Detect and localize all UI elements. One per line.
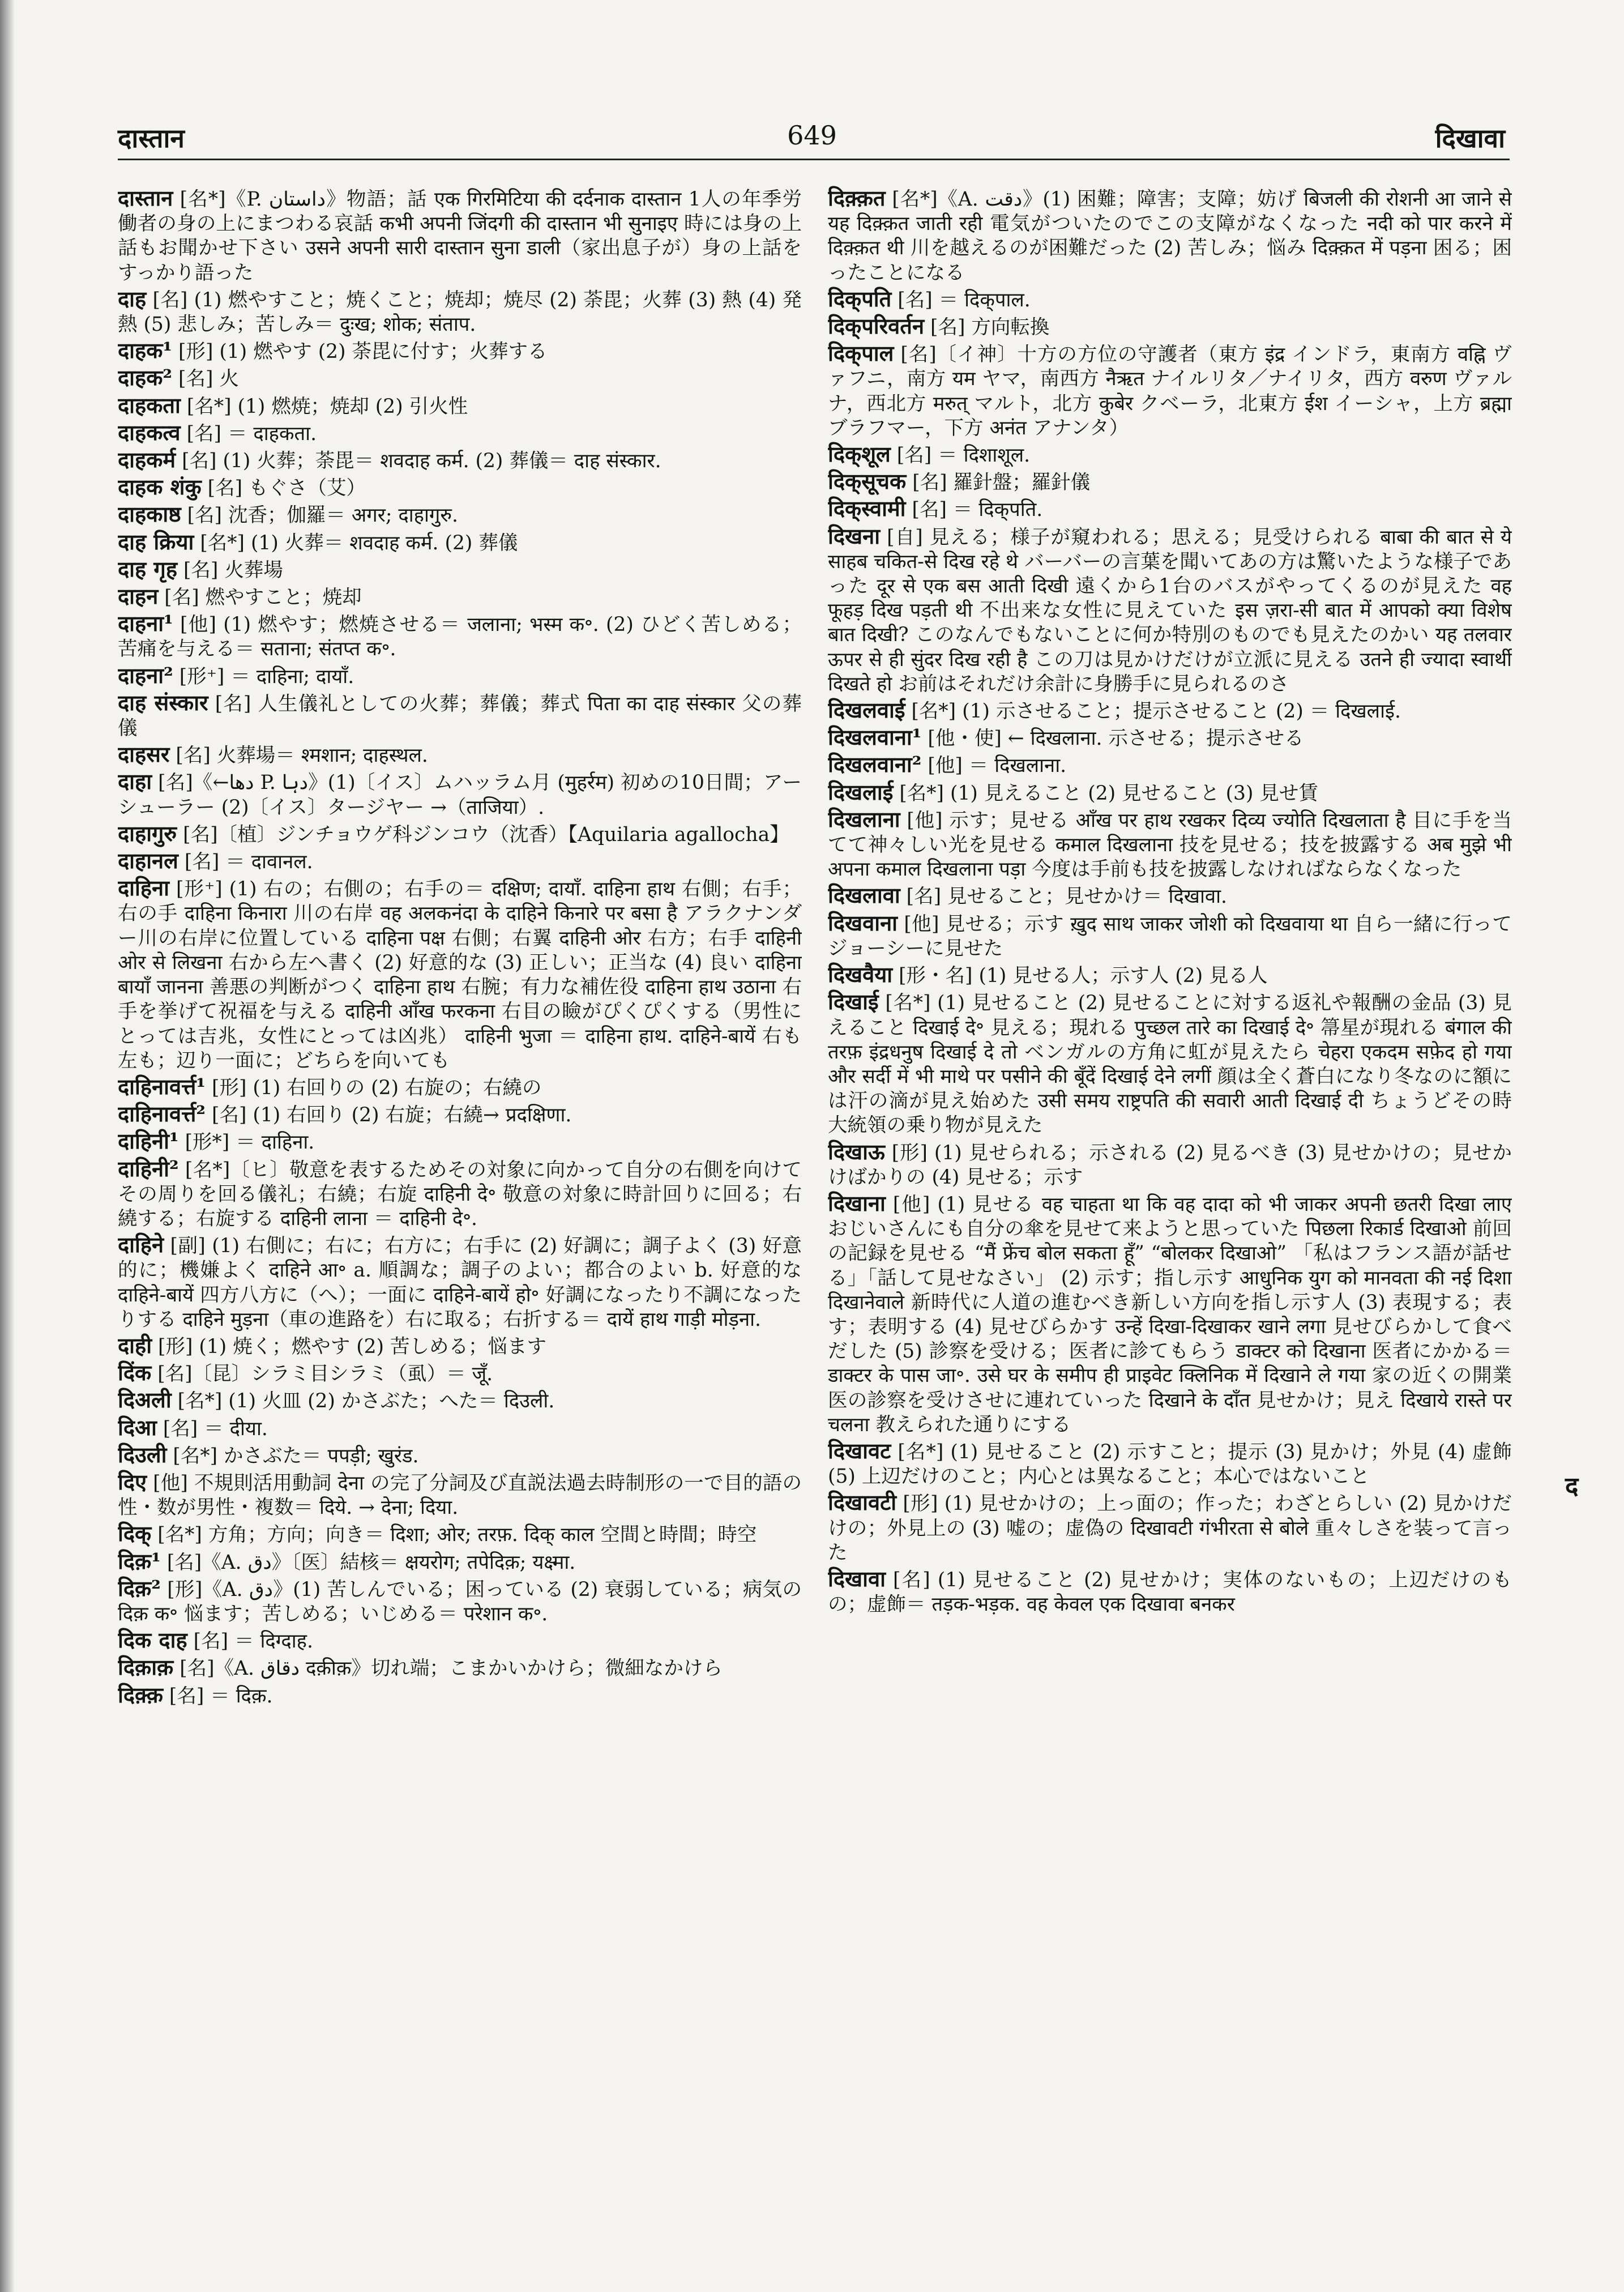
definition: [形⁺] (1) 右の；右側の；右手の＝ दक्षिण; दायाँ. दाहिना हाथ 右側；右手；右の手 दाहिना किनारा 川の右岸 वह अलकनंदा के दाहिने किनारे पर बसा है アラクナンダー川の右岸に位置している दाहिना पक्ष 右側；右翼 दाहिनी ओर 右方；右手 दाहिनी ओर से लिखना 右から左へ書く (2) 好意的な (3) 正しい；正当な (4) 良い दाहिना बायाँ जानना 善悪の判断がつく दाहिना हाथ 右腕；有力な補佐役 दाहिना हाथ उठाना 右手を挙げて祝福を与える दाहिनी आँख फरकना 右目の瞼がぴくぴくする（男性にとっては吉兆，女性にとっては凶兆） दाहिनी भुजा ＝ दाहिना हाथ. दाहिने-बायें 右も左も；辺り一面に；どちらを向いても (118, 878, 802, 1072)
dictionary-entry (118, 1470, 802, 1520)
dictionary-entry (828, 524, 1512, 697)
dictionary-entry (118, 1360, 802, 1386)
dictionary-entry (828, 287, 1512, 313)
dictionary-entry (828, 1439, 1512, 1489)
definition: [他] ＝ दिखलाना. (928, 754, 1067, 778)
dictionary-entry (118, 186, 802, 285)
headword: दाहिनी² (118, 1155, 179, 1181)
headword: दाहन (118, 583, 159, 609)
definition: [名*] (1) 見えること (2) 見せること (3) 見せ賃 (899, 782, 1318, 805)
headword: दाहकाष्ठ (118, 501, 181, 527)
headword: दिखलवाई (828, 697, 905, 723)
dictionary-entry (118, 1576, 802, 1627)
definition: [名]〔昆〕シラミ目シラミ（虱）＝ जूँ. (157, 1363, 493, 1386)
definition: [名]〔植〕ジンチョウゲ科ジンコウ（沈香）【Aquilaria agallocha】 (183, 823, 789, 846)
headword: दिक्‌पाल (828, 340, 894, 366)
headword: दिक़¹ (118, 1548, 161, 1574)
headword: दिखाऊ (828, 1138, 885, 1164)
definition: [形] (1) 焼く；燃やす (2) 苦しめる；悩ます (158, 1335, 547, 1358)
headword: दिखलाई (828, 779, 894, 805)
dictionary-entry (118, 1628, 802, 1654)
definition: [他] (1) 燃やす；燃焼させる＝ जलाना; भस्म क॰. (2) ひどく苦しめる；苦痛を与える＝ सताना; संतप्त क॰. (118, 613, 802, 661)
definition: [名] ＝ दिक्‌पाल. (898, 288, 1031, 311)
definition: [名] 火葬場＝ श्मशान; दाहस्थल. (176, 744, 428, 767)
dictionary-entry (118, 1333, 802, 1359)
definition: [名] (1) 燃やすこと；焼くこと；焼却；焼尽 (2) 荼毘；火葬 (3) 熱 (4) 発熱 (5) 悲しみ；苦しみ＝ दुःख; शोक; संताप. (118, 288, 802, 336)
headword: दिखलावा (828, 882, 900, 908)
definition: [名*] かさぶた＝ पपड़ी; खुरंड. (173, 1444, 419, 1467)
definition: [名] ＝ दिशाशूल. (896, 444, 1031, 467)
dictionary-entry (118, 1102, 802, 1128)
dictionary-entry (118, 1388, 802, 1414)
dictionary-entry (118, 1074, 802, 1100)
headword: दिक़्क़त (828, 186, 886, 211)
headword: दाहिने (118, 1232, 164, 1258)
dictionary-entry (118, 447, 802, 473)
definition: [名*] 方角；方向；向き＝ दिशा; ओर; तरफ़. दिक् काल 空間と時間；時空 (157, 1523, 757, 1547)
headword: दिखावट (828, 1437, 891, 1463)
dictionary-entry (828, 496, 1512, 522)
definition: [形*] ＝ दाहिना. (185, 1131, 315, 1154)
headword: दास्तान (118, 186, 173, 211)
dictionary-entry (828, 911, 1512, 961)
dictionary-entry (118, 1156, 802, 1232)
dictionary-entry (828, 752, 1512, 778)
header-rule (118, 159, 1510, 160)
dictionary-entry (118, 338, 802, 364)
definition: [名*] (1) 火皿 (2) かさぶた；へた＝ दिउली. (177, 1390, 555, 1413)
definition: [副] (1) 右側に；右に；右方に；右手に (2) 好調に；調子よく (3) 好意的に；機嫌よく दाहिने आ॰ a. 順調な；調子のよい；都合のよい b. 好意的な दाहिने-बायें 四方八方に（へ）；一面に दाहिने-बायें हो॰ 好調になったり不調になったりする दाहिने मुड़ना（車の進路を）右に取る；右折する＝ दायें हाथ गाड़ी मोड़ना. (118, 1235, 802, 1331)
dictionary-entry (118, 584, 802, 610)
headword: दिक़ाक़ (118, 1654, 174, 1680)
headword: दाहकत्व (118, 419, 181, 445)
headword: दिक्‌स्वामी (828, 496, 906, 522)
dictionary-entry (828, 883, 1512, 909)
definition: [名] (1) 火葬；荼毘＝ शवदाह कर्म. (2) 葬儀＝ दाह संस्कार. (182, 450, 661, 473)
headword: दाह (118, 285, 147, 311)
definition: [名] 沈香；伽羅＝ अगर; दाहागुरु. (187, 504, 458, 527)
dictionary-entry (828, 780, 1512, 806)
definition: [名*]〔ヒ〕敬意を表するためその対象に向かって自分の右側を向けてその周りを回る儀礼；右繞；右旋 दाहिनी दे॰ 敬意の対象に時計回りに回る；右繞する；右旋する दाहिनी लाना ＝ दाहिनी दे॰. (118, 1158, 802, 1230)
definition: [名] もぐさ（艾） (207, 477, 366, 500)
definition: [名] (1) 右回り (2) 右旋；右繞→ प्रदक्षिणा. (211, 1104, 572, 1127)
definition: [名] 見せること；見せかけ＝ दिखावा. (906, 885, 1228, 908)
definition: [名] 燃やすこと；焼却 (164, 586, 362, 609)
dictionary-entry (118, 420, 802, 446)
definition: [自] 見える；様子が窺われる；思える；見受けられる बाबा की बात से ये साहब चकित-से दिख रहे थे バーバーの言葉を聞いてあの方は驚いたような様子であった दूर से एक बस आती दिखी 遠くから1台のバスがやってくるのが見えた वह फूहड़ दिख पड़ती थी 不出来な女性に見えていた इस ज़रा-सी बात में आपको क्या विशेष बात दिखी? このなんでもないことに何か特別のものでも見えたのかい यह तलवार ऊपर से ही सुंदर दिख रही है この刀は見かけだけが立派に見える उतने ही ज्यादा स्वार्थी दिखते हो お前はそれだけ余計に身勝手に見られるのさ (828, 526, 1512, 695)
definition: [他・使] ← दिखलाना. 示させる；提示させる (928, 727, 1304, 750)
definition: [名] ＝ दीया. (163, 1417, 268, 1440)
dictionary-entry (118, 1232, 802, 1332)
headword: दाहकर्म (118, 447, 176, 473)
dictionary-entry (118, 611, 802, 661)
headword: दिखवाना (828, 910, 898, 936)
definition: [名] 人生儀礼としての火葬；葬儀；葬式 पिता का दाह संस्कार 父の葬儀 (118, 692, 802, 740)
dictionary-entry (828, 314, 1512, 340)
dictionary-entry (118, 742, 802, 768)
definition: [名*] (1) 示させること；提示させること (2) ＝ दिखलाई. (911, 700, 1401, 723)
dictionary-entry (118, 1129, 802, 1155)
book-spine-shadow (0, 0, 15, 2292)
headword: दिंक (118, 1360, 152, 1386)
thumb-index-letter: द (1565, 1472, 1579, 1501)
headword: दिक दाह (118, 1627, 187, 1653)
headword: दाहिनावर्त्त² (118, 1101, 206, 1127)
dictionary-entry (828, 341, 1512, 441)
definition: [形⁺] ＝ दाहिना; दायाँ. (179, 665, 354, 688)
dictionary-entry (118, 1655, 802, 1681)
headword: दाहिनावर्त्त¹ (118, 1073, 206, 1099)
definition: [他] 示す；見せる आँख पर हाथ रखकर दिव्य ज्योति दिखलाता है 目に手を当てて神々しい光を見せる कमाल दिखलाना 技を見せる；技を披露する अब मुझे भी अपना कमाल दिखलाना पड़ा 今度は手前も技を披露しなければならなくなった (828, 809, 1512, 881)
dictionary-entry (118, 557, 802, 583)
headword: दिक् (118, 1521, 152, 1547)
definition: [形] (1) 燃やす (2) 荼毘に付す；火葬する (178, 340, 548, 364)
definition: [名]〔イ神〕十方の方位の守護者（東方 इंद्र インドラ，東南方 वह्नि ヴァフニ，南方 यम ヤマ，南西方 नैऋत ナイルリタ／ナイリタ，西方 वरुण ヴァルナ，西北方 मरुत् マルト，北方 कुबेर クベーラ，北東方 ईश イーシャ，上方 ब्रह्मा ブラフマー，下方 अनंत アナンタ） (828, 343, 1512, 439)
definition: [名] ＝ दिग्दाह. (193, 1630, 313, 1653)
definition: [名] ＝ दिक्‌पति. (912, 498, 1043, 522)
definition: [形・名] (1) 見せる人；示す人 (2) 見る人 (899, 964, 1268, 988)
headword: दाहना² (118, 662, 173, 688)
dictionary-entry (118, 1683, 802, 1709)
definition: [名] 火葬場 (183, 558, 283, 582)
definition: [形] (1) 見せられる；示される (2) 見るべき (3) 見せかけの；見せかけばかりの (4) 見せる；示す (828, 1141, 1512, 1189)
headword: दाह क्रिया (118, 528, 194, 554)
definition: [名] 火 (178, 368, 239, 391)
dictionary-entry (828, 962, 1512, 988)
headword: दिआ (118, 1414, 157, 1440)
headword: दाहिना (118, 875, 169, 901)
headword: दाहक¹ (118, 338, 173, 364)
definition: [名*] (1) 燃焼；焼却 (2) 引火性 (186, 395, 468, 418)
dictionary-entry (118, 769, 802, 820)
dictionary-entry (828, 1567, 1512, 1617)
headword: दिखलाना (828, 806, 900, 832)
dictionary-entry (828, 469, 1512, 495)
definition: [名*]《P. داستان》物語；話 एक गिरमिटिया की दर्दनाक दास्तान 1人の年季労働者の身の上にまつわる哀話 कभी अपनी जिंदगी की दास्तान भी सुनाइए 時には身の上話もお聞かせ下さい उसने अपनी सारी दास्तान सुना डाली（家出息子が）身の上話をすっかり語った (118, 188, 802, 284)
headword: दाहागुरु (118, 820, 177, 846)
headword: दिक़्क़ (118, 1681, 163, 1708)
dictionary-entry (118, 475, 802, 501)
dictionary-entry (828, 725, 1512, 751)
headword: दिखावा (828, 1565, 886, 1591)
definition: [名] 方向転換 (930, 316, 1050, 339)
headword: दाहकता (118, 392, 181, 418)
dictionary-entry (118, 821, 802, 847)
headword: दिअली (118, 1387, 172, 1413)
headword: दाहा (118, 769, 152, 795)
definition: [名] ＝ दाहकता. (186, 422, 317, 445)
headword: दिए (118, 1469, 147, 1495)
headword: दाह गृह (118, 556, 177, 582)
dictionary-entry (118, 690, 802, 741)
dictionary-entry (828, 186, 1512, 285)
definition: [名*] (1) 見せること (2) 示すこと；提示 (3) 見かけ；外見 (4) 虚飾 (5) 上辺だけのこと；内心とは異なること；本心ではないこと (828, 1440, 1512, 1488)
headword: दिखना (828, 523, 881, 549)
dictionary-entry (118, 1549, 802, 1575)
headword: दाहसर (118, 741, 170, 767)
right-column (828, 186, 1512, 2247)
headword: दाहक² (118, 365, 173, 391)
definition: [名] ＝ दिक़. (169, 1684, 273, 1708)
dictionary-entry (828, 442, 1512, 468)
dictionary-entry (118, 1442, 802, 1469)
headword: दिक़² (118, 1575, 161, 1601)
dictionary-entry (828, 1191, 1512, 1437)
headword: दिखलवाना¹ (828, 724, 922, 750)
headword: दिखाई (828, 989, 879, 1015)
dictionary-entry (118, 530, 802, 556)
definition: [名] (1) 見せること (2) 見せかけ；実体のないもの；上辺だけのもの；虚飾＝ तड़क-भड़क. वह केवल एक दिखावा बनकर (828, 1568, 1512, 1616)
page-number: 649 (787, 120, 837, 151)
headword: दाह संस्कार (118, 689, 208, 715)
headword: दिखावटी (828, 1489, 897, 1516)
definition: [形]《A. دق》(1) 苦しんでいる；困っている (2) 衰弱している；病気の दिक़ क॰ 悩ます；苦しめる；いじめる＝ परेशान क॰. (118, 1578, 802, 1625)
dictionary-entry (118, 1415, 802, 1441)
headword: दिखवैया (828, 962, 893, 988)
headword: दिक्‌परिवर्तन (828, 313, 925, 339)
definition: [他] 見せる；示す ख़ुद साथ जाकर जोशी को दिखवाया था 自ら一緒に行ってジョーシーに見せた (828, 912, 1512, 960)
dictionary-entry (828, 1490, 1512, 1565)
definition: [名*]《A. دقت》(1) 困難；障害；支障；妨げ बिजली की रोशनी आ जाने से यह दिक़्क़त जाती रही 電気がついたのでこの支障がなくなった नदी को पार करने में दिक़्क़त थी 川を越えるのが困難だった (2) 苦しみ；悩み दिक़्क़त में पड़ना 困る；困ったことになる (828, 188, 1512, 284)
dictionary-entry (118, 663, 802, 689)
dictionary-entry (828, 698, 1512, 724)
dictionary-entry (118, 876, 802, 1073)
definition: [名]《A. دق》〔医〕結核＝ क्षयरोग; तपेदिक़; यक्ष्मा. (166, 1551, 576, 1574)
headword: दाहानल (118, 848, 178, 874)
definition: [他] 不規則活用動詞 देना の完了分詞及び直説法過去時制形の一で目的語の性・数が男性・複数＝ दिये. → देना; दिया. (118, 1471, 802, 1520)
headword: दाहक शंकु (118, 474, 202, 500)
definition: [形] (1) 見せかけの；上っ面の；作った；わざとらしい (2) 見かけだけの；外見上の (3) 嘘の；虚偽の दिखावटी गंभीरता से बोले 重々しさを装って言った (828, 1492, 1512, 1564)
definition: [名] ＝ दावानल. (184, 851, 313, 874)
definition: [名]《A. دقاق दक़ीक़》切れ端；こまかいかけら；微細なかけら (180, 1657, 723, 1680)
headword: दिखाना (828, 1190, 886, 1216)
headword: दिउली (118, 1441, 167, 1467)
definition: [名] 羅針盤；羅針儀 (912, 471, 1091, 494)
definition: [名*] (1) 見せること (2) 見せることに対する返礼や報酬の金品 (3) 見えること दिखाई दे॰ 見える；現れる पुच्छल तारे का दिखाई दे॰ 箒星が現れる बंगाल की तरफ़ इंद्रधनुष दिखाई दे तो ベンガルの方角に虹が見えたら चेहरा एकदम सफ़ेद हो गया और सर्दी में भी माथे पर पसीने की बूँदें दिखाई देने लगीं 顔は全く蒼白になり冬なのに額には汗の滴が見え始めた उसी समय राष्ट्रपति की सवारी आती दिखाई दी ちょうどその時大統領の乗り物が見えた (828, 992, 1512, 1137)
headword: दाहना¹ (118, 611, 173, 637)
headword: दाही (118, 1332, 152, 1358)
dictionary-entry (118, 393, 802, 419)
dictionary-entry (828, 807, 1512, 882)
definition: [他] (1) 見せる वह चाहता था कि वह दादा को भी जाकर अपनी छतरी दिखा लाए おじいさんにも自分の傘を見せて来ようと思っていた पिछला रिकार्ड दिखाओ 前回の記録を見せる “मैं फ्रेंच बोल सकता हूँ” “बोलकर दिखाओ” 「私はフランス語が話せる」「話して見せなさい」 (2) 示す；指し示す आधुनिक युग को मानवता की नई दिशा दिखानेवाले 新時代に人道の進むべき新しい方向を指し示す人 (3) 表現する；表す；表明する (4) 見せびらかす उन्हें दिखा-दिखाकर खाने लगा 見せびらかして食べだした (5) 診察を受ける；医者に診てもらう डाक्टर को दिखाना 医者にかかる＝ डाक्टर के पास जा॰. उसे घर के समीप ही प्राइवेट क्लिनिक में दिखाने ले गया 家の近くの開業医の診察を受けさせに連れていった दिखाने के दाँत 見せかけ；見え दिखाये रास्ते पर चलना 教えられた通りにする (828, 1193, 1512, 1436)
definition: [名]《←دها P. دہا》(1)〔イス〕ムハッラム月 (मुहर्रम) 初めの10日間；アーシューラー (2)〔イス〕タージヤー →（ताजिया）. (118, 771, 802, 819)
definition: [形] (1) 右回りの (2) 右旋の；右繞の (211, 1076, 542, 1099)
dictionary-entry (118, 848, 802, 874)
headword: दिक्‌पति (828, 285, 892, 311)
running-head-left: दास्तान (118, 123, 185, 153)
left-column (118, 186, 802, 2247)
headword: दाहिनी¹ (118, 1128, 179, 1154)
headword: दिक्‌सूचक (828, 468, 907, 494)
headword: दिखलवाना² (828, 752, 922, 778)
running-head-right: दिखावा (1435, 123, 1505, 153)
dictionary-entry (118, 287, 802, 337)
dictionary-entry (828, 1139, 1512, 1190)
dictionary-entry (118, 1521, 802, 1547)
dictionary-entry (118, 365, 802, 391)
headword: दिक्‌शूल (828, 441, 891, 467)
definition: [名*] (1) 火葬＝ शवदाह कर्म. (2) 葬儀 (200, 531, 518, 554)
dictionary-entry (118, 502, 802, 528)
dictionary-entry (828, 989, 1512, 1138)
